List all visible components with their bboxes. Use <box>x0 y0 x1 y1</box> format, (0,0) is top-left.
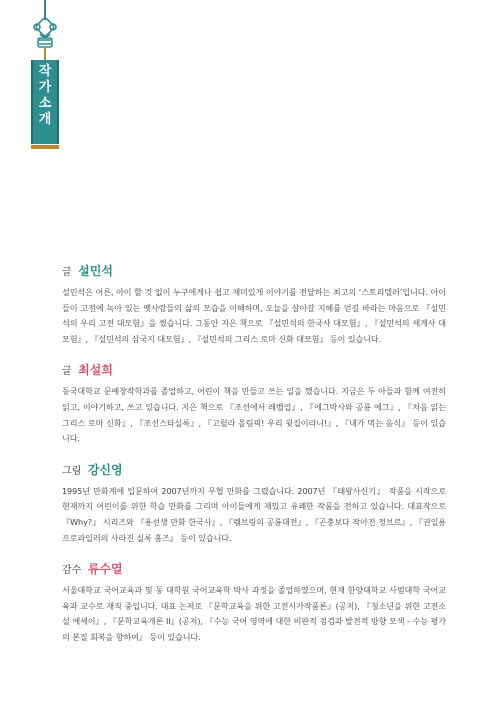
bio-heading <box>62 462 446 478</box>
bio-role: 글 <box>62 267 72 278</box>
side-tab-char: 작 <box>38 64 52 79</box>
bio-name: 강신영 <box>87 462 123 477</box>
bio-text: 서울대학교 국어교육과 및 동 대학원 국어교육학 박사 과정을 졸업하였으며, 현재 한양대학교 사범대학 국어교육과 교수로 재직 중입니다. 대표 논저로 『문학교육을 위한 고전시가작품론』(공저), 『청소년을 위한 고전소설 에세이』, 『문학교육개론 II』(공저), 『수능 국어 영역에 대한 비판적 점검과 발전적 방향 모색 - 수능 평가의 본질 회복을 향하여』 등이 있습니다. <box>62 585 446 642</box>
bio-role: 그림 <box>62 465 82 477</box>
bio-section-writer-2 <box>62 362 446 446</box>
side-tab-char: 가 <box>38 80 52 95</box>
bio-name: 설민석 <box>78 264 113 278</box>
bio-role: 감수 <box>62 565 82 577</box>
bio-section-supervisor <box>62 561 446 645</box>
bio-text: 설민석은 어른, 아이 할 것 없이 누구에게나 쉽고 재미있게 이야기를 전달하는 최고의 ‘스토리텔러’입니다. 아이들이 고전에 녹아 있는 옛사람들의 삶의 모습을 이해하며, 오늘을 살아갈 지혜를 얻길 바라는 마음으로 『설민석의 우리 고전 대모험』을 썼습니다. 그동안 지은 책으로 『설민석의 한국사 대모험』, 『설민석의 세계사 대모험』, 『설민석의 삼국지 대모험』, 『설민석의 그리스 로마 신화 대모험』 등이 있습니다. <box>62 287 446 344</box>
side-tab-char: 개 <box>38 112 52 127</box>
bio-section-illustrator <box>62 462 446 546</box>
bio-heading <box>62 263 446 279</box>
bio-role: 글 <box>62 366 72 378</box>
side-tab-char: 소 <box>38 96 52 111</box>
author-bios <box>62 263 446 661</box>
bio-text: 1995년 만화계에 입문하여 2007년까지 무협 만화를 그렸습니다. 2007년 『태왕사신기』 작품을 시작으로 현재까지 어린이를 위한 학습 만화를 그리며 아이들에게 재밌고 유쾌한 작품을 전하고 있습니다. 대표작으로 『Why?』 시리즈와 『용선생 만화 한국사』, 『렘브링의 공룡대전』, 『곤충보다 작아진 정브르』, 『권일용 프로파일러의 사라진 실록 홈즈』 등이 있습니다. <box>62 485 446 543</box>
bio-heading <box>62 561 446 577</box>
bio-section-writer-1 <box>62 263 446 347</box>
bio-name: 류수열 <box>87 562 123 577</box>
bio-name: 최설희 <box>78 363 113 378</box>
bio-heading <box>62 362 446 378</box>
bio-text: 동국대학교 문예창작학과를 졸업하고, 어린이 책을 만들고 쓰는 일을 했습니다. 지금은 두 아들과 함께 여전히 읽고, 이야기하고, 쓰고 있습니다. 지은 책으로 『조선에서 레벨업』, 『에그박사와 공룡 에그』, 『처음 읽는 그리스 로마 신화』, 『조선스타실록』, 『고릴라 올림픽! 우리 윗집이라니!』, 『내가 먹는 음식』 등이 있습니다. <box>62 386 446 444</box>
side-tab-author-intro <box>31 60 59 144</box>
